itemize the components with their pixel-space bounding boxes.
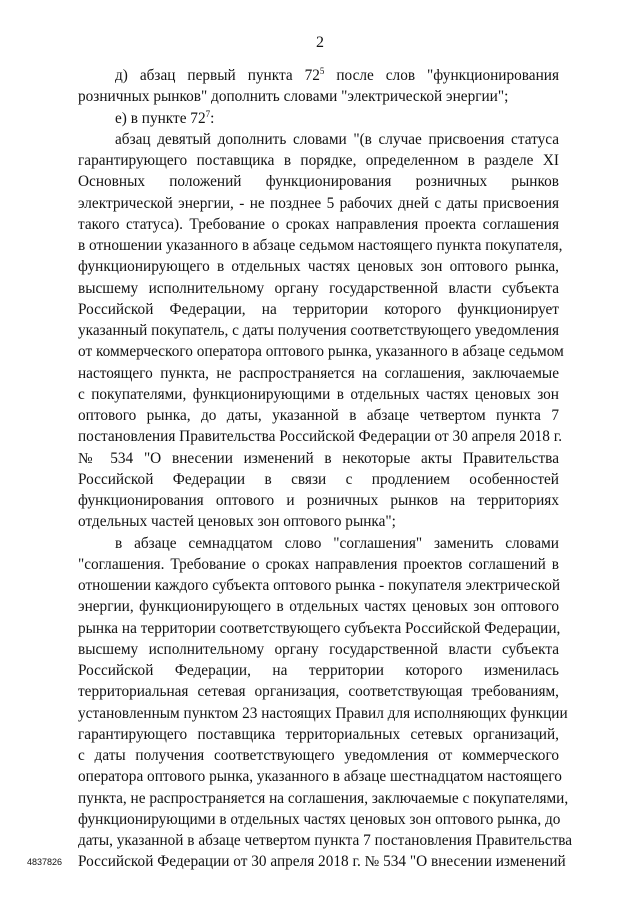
text-line: рынка на территории соответствующего субъекта Российской Федерации,: [78, 619, 561, 637]
document-body: [78, 65, 573, 873]
text-line: "соглашения. Требование о сроках направления проектов соглашений в: [78, 555, 559, 573]
text-line: с покупателями, функционирующими в отдельных частях ценовых зон: [78, 385, 559, 403]
text-line: № 534 "О внесении изменений в некоторые акты Правительства: [78, 449, 559, 467]
page-number: 2: [316, 34, 324, 51]
text-line: от коммерческого оператора оптового рынка, указанного в абзаце седьмом: [78, 343, 564, 361]
paragraph-d-line: розничных рынков" дополнить словами "электрической энергии";: [78, 88, 509, 106]
document-id: 4837826: [27, 857, 63, 867]
text-line: оптового рынка, до даты, указанной в абзаце четвертом пункта 7: [78, 407, 559, 424]
text-line: гарантирующего поставщика в порядке, определенном в разделе XI: [78, 152, 559, 169]
text-line: пункта, не распространяется на соглашения, заключаемые с покупателями,: [78, 789, 569, 807]
text-line: Основных положений функционирования розничных рынков: [78, 173, 559, 191]
text-line: постановления Правительства Российской Федерации от 30 апреля 2018 г.: [78, 428, 563, 446]
text-line: Российской Федерации в связи с продлением особенностей: [78, 470, 559, 488]
text-line: оператора оптового рынка, указанного в абзаце шестнадцатом настоящего: [78, 768, 562, 786]
text-line: указанный покупатель, с даты получения соответствующего уведомления: [78, 322, 559, 339]
text-line: территориальная сетевая организация, соответствующая требованиям,: [78, 683, 559, 701]
text-line: высшему исполнительному органу государственной власти субъекта: [78, 640, 559, 658]
text-line: абзац девятый дополнить словами "(в случае присвоения статуса: [115, 130, 559, 148]
text-line: Российской Федерации от 30 апреля 2018 г. № 534 "О внесении изменений: [78, 853, 566, 871]
text-line: даты, указанной в абзаце четвертом пункта 7 постановления Правительства: [78, 832, 573, 849]
text-line: высшему исполнительному органу государственной власти субъекта: [78, 279, 559, 297]
text-line: электрической энергии, - не позднее 5 рабочих дней с даты присвоения: [78, 194, 559, 212]
text-line: функционирующими в отдельных частях ценовых зон оптового рынка, до: [78, 810, 561, 828]
text-line: отдельных частей ценовых зон оптового рынка";: [78, 513, 396, 531]
text-line: энергии, функционирующего в отдельных частях ценовых зон оптового: [78, 598, 559, 616]
text-line: функционирующего в отдельных частях ценовых зон оптового рынка,: [78, 258, 559, 276]
paragraph-ninth: [78, 129, 564, 533]
text-line: в абзаце семнадцатом слово "соглашения" заменить словами: [115, 534, 559, 552]
text-line: в отношении указанного в абзаце седьмом настоящего пункта покупателя,: [78, 237, 563, 254]
text-line: гарантирующего поставщика территориальных сетевых организаций,: [78, 725, 559, 743]
text-line: Российской Федерации, на территории которого изменилась: [78, 662, 559, 679]
text-line: функционирования оптового и розничных рынков на территориях: [78, 492, 559, 509]
paragraph-e-line: е) в пункте $72^7$:: [115, 108, 215, 127]
text-line: установленным пунктом 23 настоящих Правил для исполняющих функции: [78, 704, 568, 722]
text-line: отношении каждого субъекта оптового рынка - покупателя электрической: [78, 577, 561, 594]
text-line: настоящего пункта, не распространяется на соглашения, заключаемые: [78, 364, 559, 382]
text-line: с даты получения соответствующего уведомления от коммерческого: [78, 747, 559, 764]
paragraph-d-line: д) абзац первый пункта $72^5$ после слов "функционирования: [115, 66, 559, 84]
text-line: такого статуса). Требование о сроках направления проекта соглашения: [78, 215, 559, 233]
paragraph-seventeenth: [78, 533, 573, 873]
text-line: Российской Федерации, на территории которого функционирует: [78, 300, 559, 318]
